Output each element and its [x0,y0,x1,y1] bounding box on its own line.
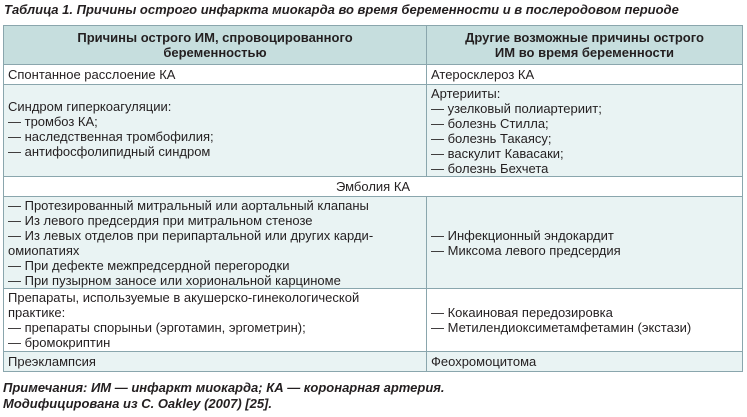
cell-line: — Кокаиновая передозировка [431,305,613,320]
notes-source: Модифицирована из C. Oakley (2007) [25]. [3,396,272,411]
cell-line: — Инфекционный эндокардит [431,227,614,243]
header-line: Причины острого ИМ, спровоцированного [77,30,353,45]
header-line: ИМ во время беременности [494,45,675,60]
table-header-row [4,26,743,65]
table-notes [3,380,445,412]
cell-line: — болезнь Стилла; [431,116,549,131]
cell-line: — наследственная тромбофилия; [8,129,214,144]
cell-line: Спонтанное расслоение КА [8,67,176,82]
cell-line: — препараты спорыньи (эрготамин, эргометрин); [8,320,306,335]
cell-line: — Из левого предсердия при митральном стенозе [8,213,313,228]
cell-line: — При дефекте межпредсердной перегородки [8,258,290,273]
cell-line: — Миксома левого предсердия [431,242,621,258]
table-caption: Таблица 1. Причины острого инфаркта миокарда во время беременности и в послеродовом периоде [4,2,679,17]
table-row [4,65,743,85]
cell-pheochromocytoma [427,352,743,372]
cell-arteritis [427,85,743,177]
cell-line: — Из левых отделов при перипартальной или других карди- [8,228,374,243]
cell-line: — Протезированный митральный или аортальный клапаны [8,198,369,213]
cell-cocaine [427,289,743,352]
cell-line: Препараты, используемые в акушерско-гинекологической [8,290,360,305]
cell-line: — бромокриптин [8,335,111,350]
cell-line: — болезнь Такаясу; [431,131,552,146]
cell-line: — болезнь Бехчета [431,161,549,176]
header-other-causes [427,26,743,65]
header-line: беременностью [163,45,267,60]
table-row [4,352,743,372]
cell-line: Атеросклероз КА [431,67,535,82]
cell-endocarditis [427,197,743,289]
cell-line: — При пузырном заносе или хориональной карциноме [8,273,341,288]
table-row [4,289,743,352]
cell-embolism-span [4,177,743,197]
cell-preeclampsia [4,352,427,372]
cell-embolism-sources [4,197,427,289]
cell-line: — антифосфолипидный синдром [8,144,211,159]
cell-dissection [4,65,427,85]
cell-line: Синдром гиперкоагуляции: [8,99,172,114]
causes-table [3,25,743,372]
header-provoked-causes [4,26,427,65]
header-line: Другие возможные причины острого [465,30,704,45]
cell-line: — тромбоз КА; [8,114,98,129]
cell-line: Эмболия КА [335,179,411,194]
cell-line: Артерииты: [431,86,501,101]
cell-line: — Метилендиоксиметамфетамин (экстази) [431,320,692,335]
table-row [4,85,743,177]
notes-abbreviations: Примечания: ИМ — инфаркт миокарда; КА — коронарная артерия. [3,380,445,395]
cell-atherosclerosis [427,65,743,85]
table-row [4,197,743,289]
cell-line: омиопатиях [8,243,80,258]
cell-hypercoagulation [4,85,427,177]
cell-line: — узелковый полиартериит; [431,101,602,116]
cell-line: — васкулит Кавасаки; [431,146,564,161]
cell-line: Феохромоцитома [431,354,537,369]
table-row [4,177,743,197]
cell-drugs [4,289,427,352]
cell-line: Преэклампсия [8,354,96,369]
cell-line: практике: [8,305,66,320]
